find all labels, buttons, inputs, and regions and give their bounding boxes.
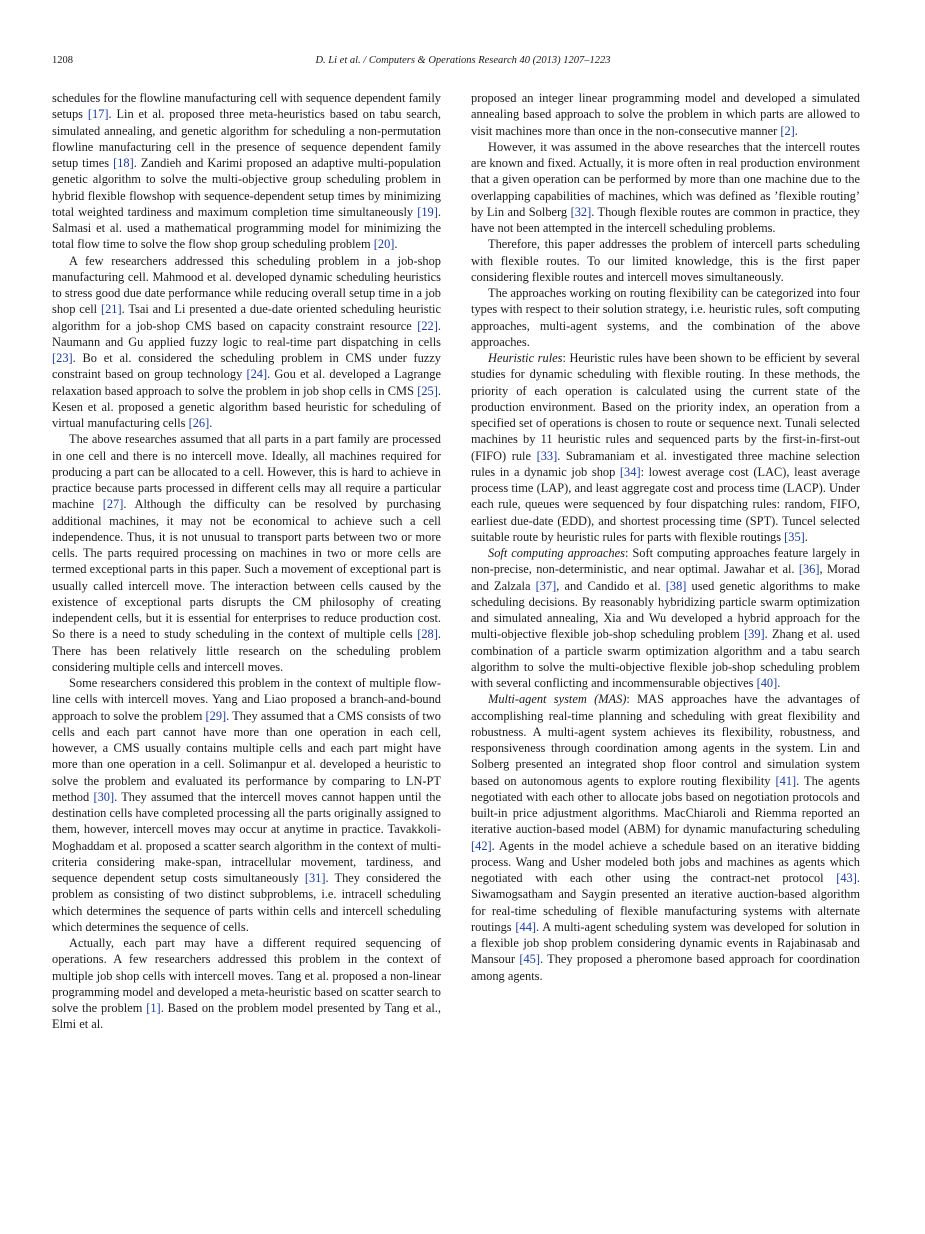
citation-link[interactable]: [33]	[536, 448, 558, 463]
paragraph: Some researchers considered this problem in the context of multiple flow-line cells with intercell moves. Yang and Liao proposed a branch-and-bound approach to solve the problem [29]. They assumed that a CMS consists of two cells and each part cannot have more than one operation in each cell, however, a CMS usually contains multiple cells and each part might have more than one operation in a cell. Solimanpur et al. developed a heuristic to solve the problem and evaluated its performance by comparing to LN-PT method [30]. They assumed that the intercell moves cannot happen until the destination cells have completed processing all the parts originally assigned to them, however, intercell moves may occur at anytime in practice. Tavakkoli-Moghaddam et al. proposed a scatter search algorithm in the context of multi-criteria considering make-span, intracellular movement, tardiness, and sequence dependent setup costs simultaneously [31]. They considered the problem as consisting of two distinct subproblems, i.e. intracell scheduling which determines the sequence of parts within cells and intercell scheduling which determines the sequence of cells.	[52, 676, 442, 934]
citation-link[interactable]: [22]	[417, 318, 438, 333]
paragraph: Heuristic rules: Heuristic rules have been shown to be efficient by several studies for dynamic scheduling with flexible routing. In these methods, the priority of each operation is calculated using the current state of the production environment. Based on the priority index, an operation from a specified set of operations is chosen to route or sequence next. Tunali selected machines by 11 heuristic rules and sequenced parts by the first-in-first-out (FIFO) rule [33]. Subramaniam et al. investigated three machine selection rules in a dynamic job shop [34]: lowest average cost (LAC), least average process time (LAP), and least aggregate cost and process time (LACP). Under each rule, queues were sequenced by four dispatching rules: random, FIFO, earliest due-date (EDD), and shortest processing time (SPT). Tuncel selected suitable route by heuristic rules for parts with flexible routings [35].	[471, 351, 861, 544]
citation-link[interactable]: [19]	[417, 204, 438, 219]
citation-link[interactable]: [36]	[798, 562, 820, 577]
paragraph: Therefore, this paper addresses the problem of intercell parts scheduling with flexible routes. To our limited knowledge, this is the first paper considering flexible routes and intercell moves simultaneously.	[471, 237, 860, 284]
citation-link[interactable]: [21]	[100, 302, 122, 317]
citation-link[interactable]: [37]	[535, 578, 557, 593]
running-header	[52, 55, 874, 71]
citation-link[interactable]: [18]	[113, 156, 134, 170]
citation-link[interactable]: [23]	[52, 351, 73, 365]
citation-link[interactable]: [42]	[471, 838, 492, 853]
paragraph: schedules for the flowline manufacturing cell with sequence dependent family setups [17]. Lin et al. proposed three meta-heuristics based on tabu search, simulated annealing, and genetic algorithm for scheduling a non-permutation flowline manufacturing cell in the presence of sequence dependent family setup times [18]. Zandieh and Karimi proposed an adaptive multi-population genetic algorithm to solve the multi-objective group scheduling problem in hybrid flexible flowshop with sequence-dependent setup times by minimizing total weighted tardiness and maximum completion time simultaneously [19]. Salmasi et al. used a mathematical programming model for minimizing the total flow time to solve the flow shop group scheduling problem [20].	[52, 91, 441, 252]
journal-citation: D. Li et al. / Computers & Operations Research 40 (2013) 1207–1223	[315, 55, 611, 66]
citation-link[interactable]: [26]	[188, 416, 210, 430]
paragraph-lead: Soft computing approaches	[488, 546, 625, 560]
paragraph: Multi-agent system (MAS): MAS approaches have the advantages of accomplishing real-time planning and scheduling with great flexibility and robustness. A multi-agent system achieves its flexibility, robustness, and responsiveness through coordination among agents in the system. Lin and Solberg presented an integrated shop floor control and simulation system based on autonomous agents to explore routing flexibility [41]. The agents negotiated with each other to allocate jobs based on negotiation protocols and built-in price adjustment algorithms. MacChiaroli and Riemma reported an iterative auction-based model (ABM) for dynamic manufacturing scheduling [42]. Agents in the model achieve a schedule based on an iterative bidding process. Wang and Usher modeled both jobs and machines as agents which negotiated with each other using the contract-net protocol [43]. Siwamogsatham and Saygin presented an iterative auction-based algorithm for real-time scheduling of flexible manufacturing systems with alternate routings [44]. A multi-agent scheduling system was developed for solution in a flexible job shop problem considering dynamic events in Rajabinasab and Mansour [45]. They proposed a pheromone based approach for coordination among agents.	[471, 692, 861, 983]
citation-link[interactable]: [24]	[246, 367, 268, 382]
citation-link[interactable]: [29]	[205, 708, 227, 723]
paragraph: The approaches working on routing flexibility can be categorized into four types with respect to their solution strategy, i.e. heuristic rules, soft computing approaches, multi-agent systems, and the combination of the above approaches.	[471, 286, 860, 349]
citation-link[interactable]: [2]	[780, 123, 795, 138]
right-column	[471, 90, 860, 984]
citation-link[interactable]: [31]	[304, 871, 326, 885]
paragraph-lead: Heuristic rules	[488, 351, 563, 365]
citation-link[interactable]: [30]	[93, 789, 115, 804]
page-number: 1208	[52, 55, 73, 66]
paragraph: However, it was assumed in the above researches that the intercell routes are known and fixed. Actually, it is more often in real production environment that a given operation can be performed by more than one machine due to the overlapping capabilities of machines, which was defined as ’flexible routing’ by Lin and Solberg [32]. Though flexible routes are common in practice, they have not been attempted in the intercell scheduling problems.	[471, 139, 861, 235]
citation-link[interactable]: [41]	[775, 773, 797, 788]
paragraph: Soft computing approaches: Soft computing approaches feature largely in non-precise, non-deterministic, and near optimal. Jawahar et al. [36], Morad and Zalzala [37], and Candido et al. [38] used genetic algorithms to make scheduling decisions. By reasonably hybridizing particle swarm optimization and simulated annealing, Xia and Wu developed a hybrid approach for the multi-objective flexible job-shop scheduling problem [39]. Zhang et al. used combination of a particle swarm optimization algorithm and a tabu search algorithm to solve the multi-objective flexible job-shop scheduling problem with several conflicting and incommensurable objectives [40].	[471, 546, 860, 690]
citation-link[interactable]: [38]	[665, 578, 687, 593]
citation-link[interactable]: [39]	[744, 627, 765, 642]
paragraph-lead: Multi-agent system (MAS)	[488, 692, 627, 707]
citation-link[interactable]: [28]	[417, 627, 438, 642]
citation-link[interactable]: [32]	[570, 204, 592, 219]
citation-link[interactable]: [27]	[102, 497, 124, 512]
paragraph: proposed an integer linear programming model and developed a simulated annealing based approach to solve the problem in which parts are allowed to visit machines more than once in the non-consecutive manner [2].	[471, 91, 860, 138]
citation-link[interactable]: [44]	[515, 919, 537, 934]
paragraph: The above researches assumed that all parts in a part family are processed in one cell and there is no intercell move. Ideally, all machines required for producing a part can be allocated to a cell. However, this is hard to achieve in practice because parts processed in different cells may all require a particular machine [27]. Although the difficulty can be resolved by purchasing additional machines, it may not be economical to achieve such a cell independence. Thus, it is not unusual to transport parts between two or more cells. The parts required processing on machines in two or more cells are termed exceptional parts in this paper. Such a movement of exceptional part is usually called intercell move. The interaction between cells caused by the existence of exceptional parts disrupts the CM philosophy of creating independent cells, but it is essential for enterprises to reduce production cost. So there is a need to study scheduling in the context of multiple cells [28]. There has been relatively little research on the scheduling problem considering multiple cells and intercell moves.	[52, 432, 441, 674]
citation-link[interactable]: [17]	[87, 107, 109, 122]
citation-link[interactable]: [43]	[836, 871, 857, 885]
citation-link[interactable]: [20]	[373, 237, 395, 252]
citation-link[interactable]: [25]	[417, 383, 438, 398]
left-column	[52, 90, 441, 1033]
citation-link[interactable]: [45]	[519, 952, 540, 967]
citation-link[interactable]: [1]	[146, 1001, 161, 1015]
citation-link[interactable]: [40]	[756, 676, 778, 690]
citation-link[interactable]: [34]	[619, 464, 641, 479]
paragraph: A few researchers addressed this scheduling problem in a job-shop manufacturing cell. Mahmood et al. developed dynamic scheduling heuristics to stress good due date performance while reducing overall setup time in a job shop cell [21]. Tsai and Li presented a due-date oriented scheduling heuristic algorithm for a job-shop CMS based on capacity constraint resource [22]. Naumann and Gu applied fuzzy logic to real-time part dispatching in cells [23]. Bo et al. considered the scheduling problem in CMS under fuzzy constraint based on group technology [24]. Gou et al. developed a Lagrange relaxation based approach to solve the problem in job shop cells in CMS [25]. Kesen et al. proposed a genetic algorithm based heuristic for scheduling of virtual manufacturing cells [26].	[52, 253, 441, 430]
citation-link[interactable]: [35]	[784, 529, 805, 544]
paragraph: Actually, each part may have a different required sequencing of operations. A few researchers addressed this problem in the context of multiple job shop cells with intercell moves. Tang et al. proposed a non-linear programming model and developed a meta-heuristic based on scatter search to solve the problem [1]. Based on the problem model presented by Tang et al., Elmi et al.	[52, 936, 441, 1032]
